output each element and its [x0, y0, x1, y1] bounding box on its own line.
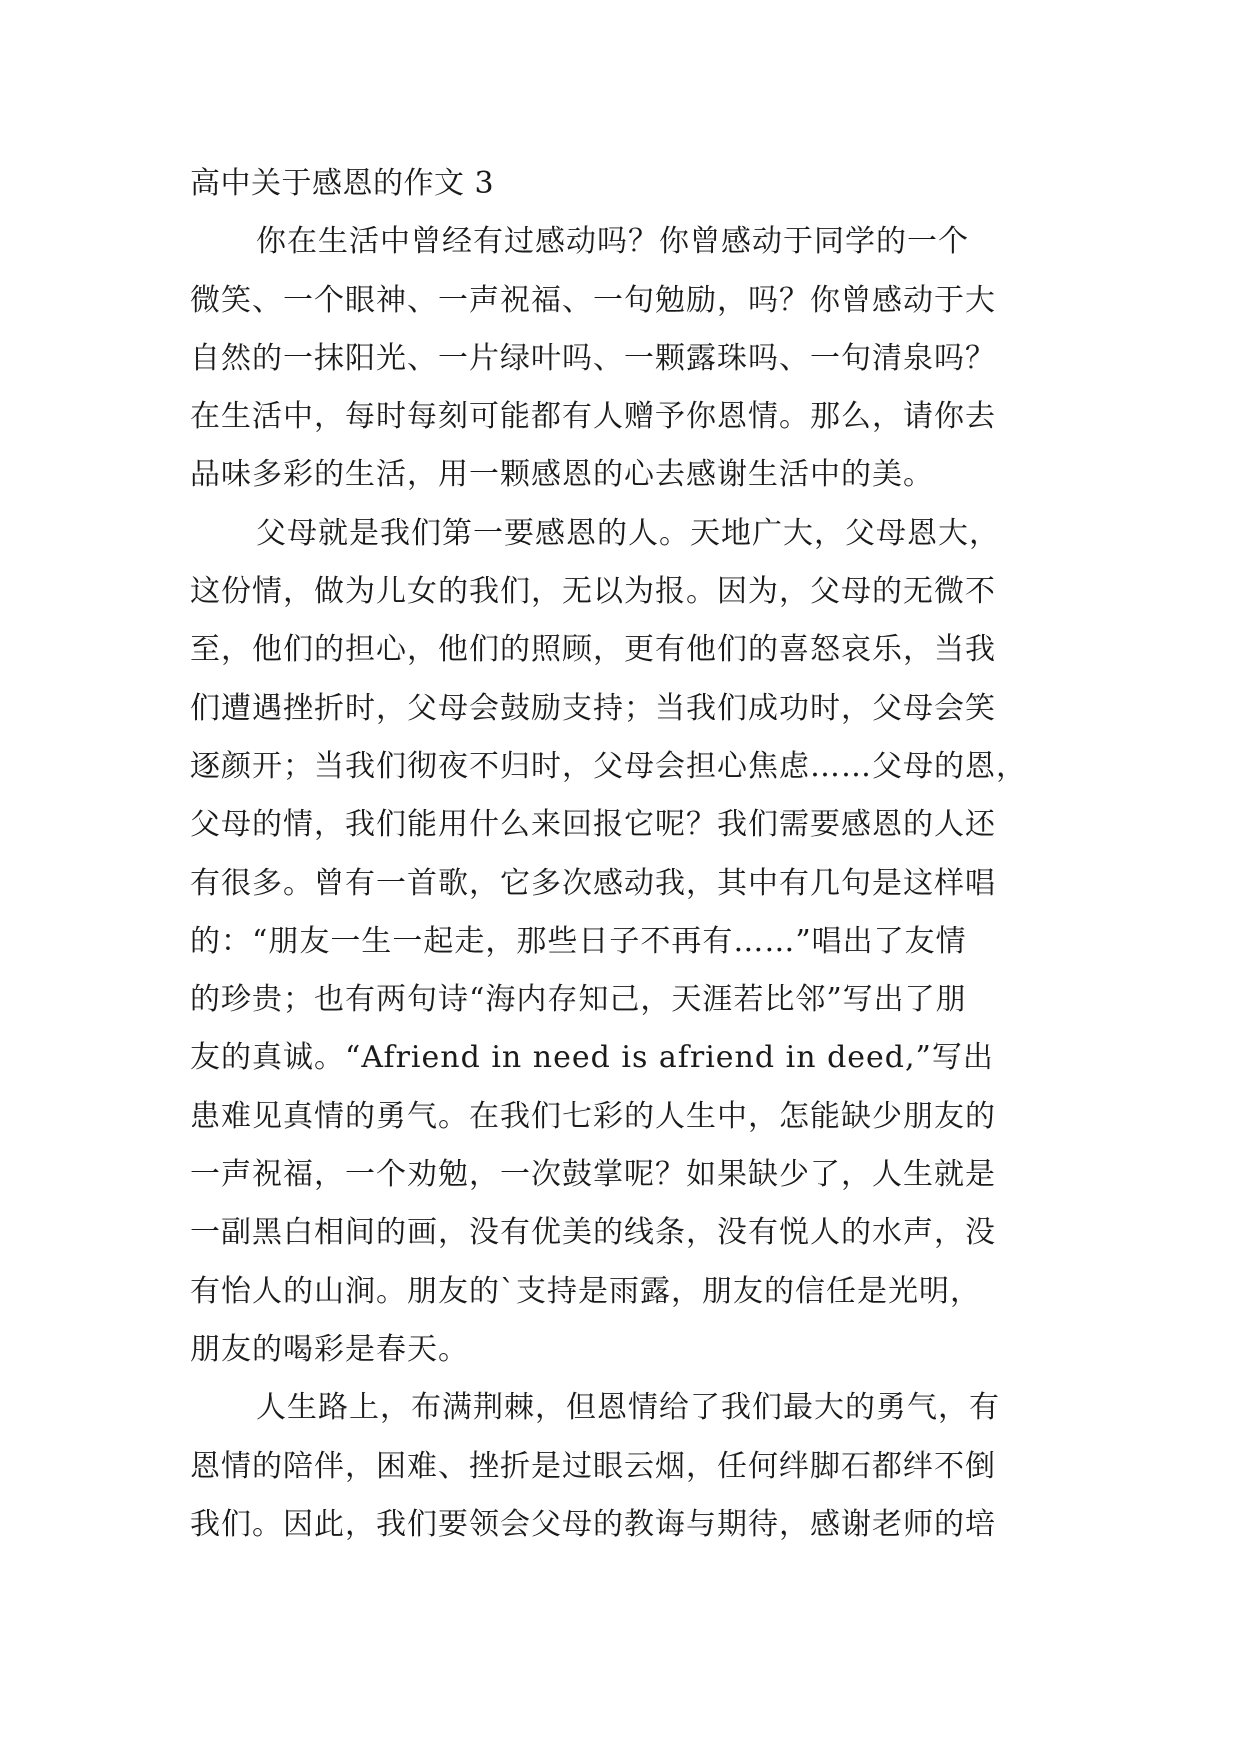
paragraph-lines	[190, 213, 1070, 1554]
text-line: 至，他们的担心，他们的照顾，更有他们的喜怒哀乐，当我	[190, 632, 996, 668]
text-line: 微笑、一个眼神、一声祝福、一句勉励，吗？你曾感动于大	[190, 282, 996, 318]
text-line: 的：“朋友一生一起走，那些日子不再有……”唱出了友情	[190, 923, 967, 959]
text-line: 一声祝福，一个劝勉，一次鼓掌呢？如果缺少了，人生就是	[190, 1157, 996, 1193]
text-line: 患难见真情的勇气。在我们七彩的人生中，怎能缺少朋友的	[190, 1098, 996, 1134]
text-line: 父母就是我们第一要感恩的人。天地广大，父母恩大，	[256, 515, 1000, 551]
text-line: 人生路上，布满荆棘，但恩情给了我们最大的勇气，有	[256, 1390, 1000, 1426]
document-body	[190, 155, 1070, 1554]
text-line: 友的真诚。“Afriend in need is afriend in deed,”写出	[190, 1040, 994, 1076]
text-line: 这份情，做为儿女的我们，无以为报。因为，父母的无微不	[190, 574, 996, 610]
text-line: 有怡人的山涧。朋友的`支持是雨露，朋友的信任是光明，	[190, 1273, 981, 1309]
text-line: 朋友的喝彩是春天。	[190, 1331, 469, 1367]
text-line: 有很多。曾有一首歌，它多次感动我，其中有几句是这样唱	[190, 865, 996, 901]
text-line: 自然的一抹阳光、一片绿叶吗、一颗露珠吗、一句清泉吗？	[190, 340, 996, 376]
text-line: 父母的情，我们能用什么来回报它呢？我们需要感恩的人还	[190, 807, 996, 843]
text-line: 我们。因此，我们要领会父母的教诲与期待，感谢老师的培	[190, 1506, 996, 1542]
text-line: 你在生活中曾经有过感动吗？你曾感动于同学的一个	[256, 224, 969, 260]
text-line: 们遭遇挫折时，父母会鼓励支持；当我们成功时，父母会笑	[190, 690, 996, 726]
text-line: 逐颜开；当我们彻夜不归时，父母会担心焦虑……父母的恩，	[190, 748, 1027, 784]
text-line: 一副黑白相间的画，没有优美的线条，没有悦人的水声，没	[190, 1215, 996, 1251]
text-line: 的珍贵；也有两句诗“海内存知己，天涯若比邻”写出了朋	[190, 982, 967, 1018]
text-line: 品味多彩的生活，用一颗感恩的心去感谢生活中的美。	[190, 457, 934, 493]
document-title: 高中关于感恩的作文 3	[190, 166, 495, 201]
text-line: 在生活中，每时每刻可能都有人赠予你恩情。那么，请你去	[190, 399, 996, 435]
text-line: 恩情的陪伴，困难、挫折是过眼云烟，任何绊脚石都绊不倒	[190, 1448, 996, 1484]
